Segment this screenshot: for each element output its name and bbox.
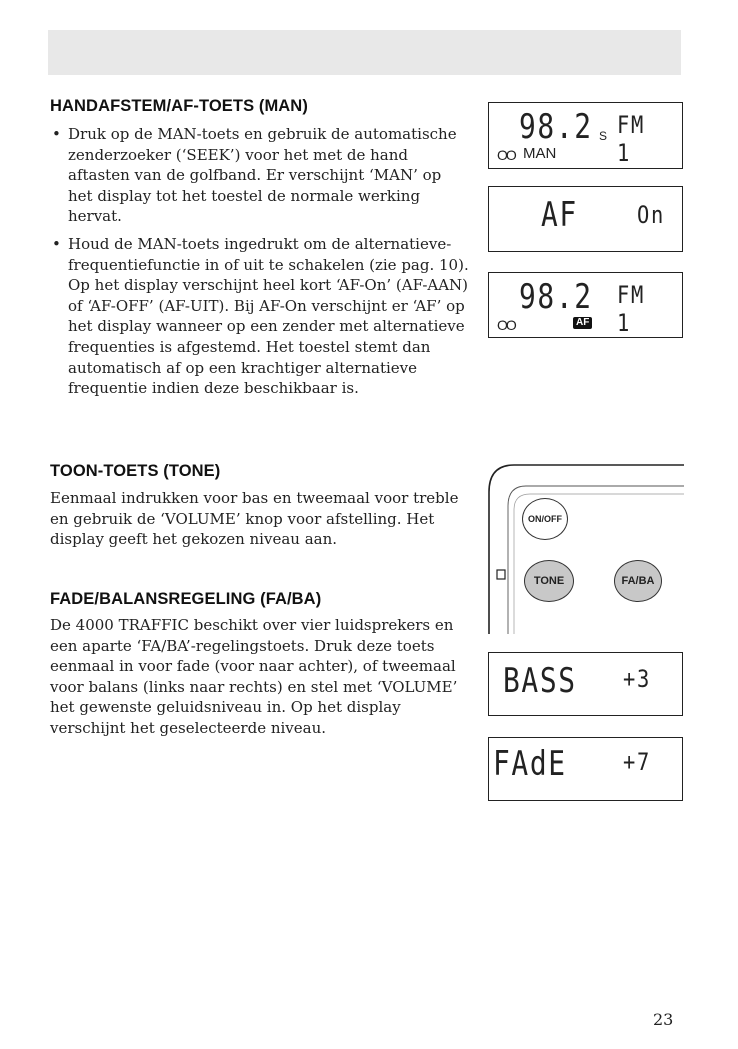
display-mode: MAN — [523, 145, 557, 162]
display-fade-value: +7 — [623, 748, 651, 776]
onoff-button[interactable]: ON/OFF — [522, 498, 568, 540]
section-tone — [50, 462, 465, 550]
bullet-item: • Houd de MAN-toets ingedrukt om de alternatieve-frequentiefunctie in of uit te schakelen (zie pag. 10). Op het display verschijnt heel kort ‘AF-On’ (AF-AAN) of ‘AF-OFF’ (AF-UIT). Bij AF-On verschijnt er ‘AF’ op het display wanneer op een zender met alternatieve frequenties is afgestemd. Het toestel stemt dan automatisch af op een krachtiger alternatieve frequentie indien deze beschikbaar is. — [50, 234, 470, 399]
display-af-on — [488, 272, 683, 338]
display-bass-label: BASS — [503, 661, 577, 701]
radio-panel — [484, 462, 684, 636]
display-af — [488, 186, 683, 252]
section-fade — [50, 590, 465, 739]
display-fade-label: FAdE — [493, 744, 567, 784]
display-af-state: On — [637, 201, 665, 229]
af-badge: AF — [573, 317, 592, 329]
header-band — [48, 30, 681, 75]
display-frequency: 98.2 — [519, 277, 593, 317]
section-tone-text: Eenmaal indrukken voor bas en tweemaal voor treble en gebruik de ‘VOLUME’ knop voor afstelling. Het display geeft het gekozen niveau aan. — [50, 489, 459, 549]
section-fade-heading: FADE/BALANSREGELING (FA/BA) — [50, 590, 322, 608]
display-bass-value: +3 — [623, 665, 651, 693]
section-fade-text: De 4000 TRAFFIC beschikt over vier luidsprekers en een aparte ‘FA/BA’-regelingstoets. Druk deze toets eenmaal in voor fade (voor naar achter), of tweemaal voor balans (links naar rechts) en stel met ‘VOLUME’ het gewenste geluidsniveau in. Op het display verschijnt het geselecteerde niveau. — [50, 616, 458, 737]
stereo-icon: OO — [497, 317, 515, 333]
page-number: 23 — [653, 1010, 674, 1029]
section-man-heading: HANDAFSTEM/AF-TOETS (MAN) — [50, 97, 308, 115]
display-man — [488, 102, 683, 169]
display-band: FM 1 — [617, 111, 645, 167]
faba-button[interactable]: FA/BA — [614, 560, 662, 602]
display-seek-indicator: S — [599, 129, 610, 143]
display-bass — [488, 652, 683, 716]
section-man — [50, 97, 470, 406]
section-man-bullets — [50, 124, 470, 399]
display-frequency: 98.2 — [519, 107, 593, 147]
section-tone-heading: TOON-TOETS (TONE) — [50, 462, 221, 480]
display-band: FM 1 — [617, 281, 645, 337]
radio-panel-outline — [484, 462, 684, 636]
stereo-icon: OO — [497, 147, 515, 163]
display-fade — [488, 737, 683, 801]
tone-button[interactable]: TONE — [524, 560, 574, 602]
display-af-label: AF — [541, 195, 578, 235]
bullet-item: • Druk op de MAN-toets en gebruik de automatische zenderzoeker (‘SEEK’) voor het met de hand aftasten van de golfband. Er verschijnt ‘MAN’ op het display tot het toestel de normale werking hervat. — [50, 124, 470, 227]
